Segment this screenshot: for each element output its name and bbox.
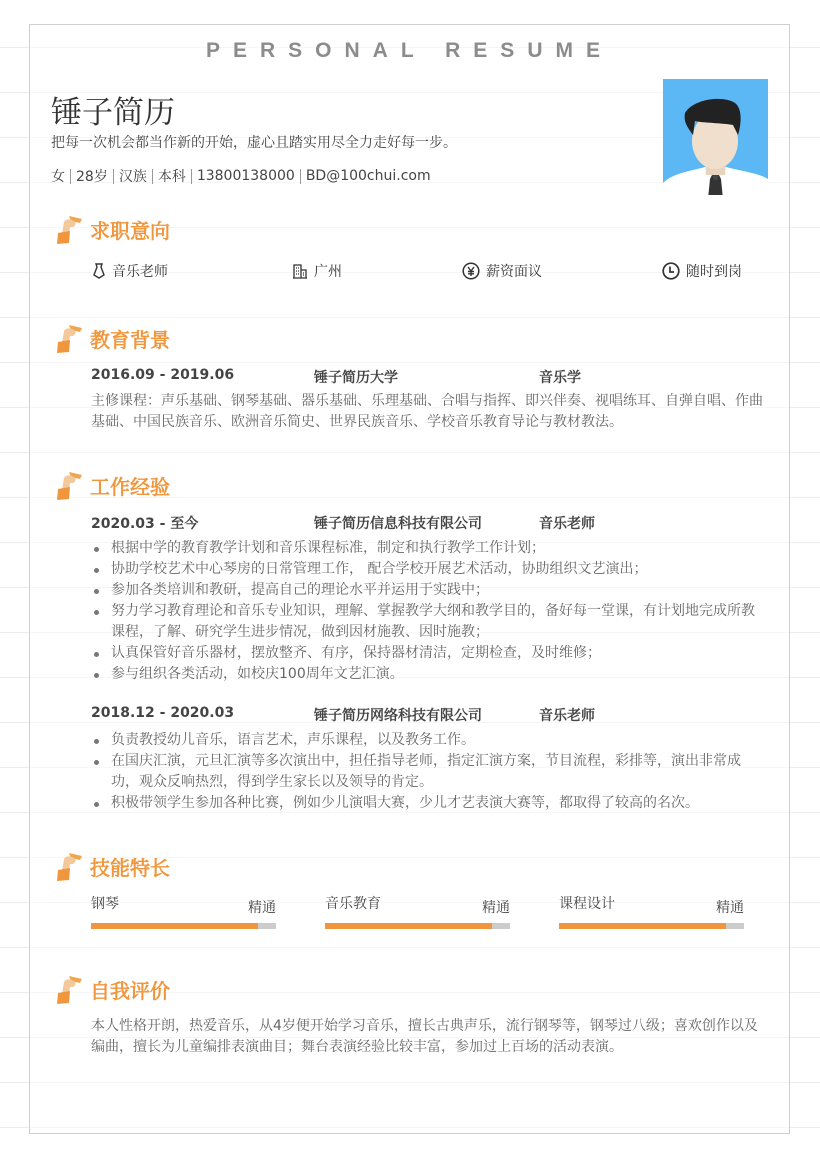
divider bbox=[70, 169, 71, 184]
job-position: 音乐老师 bbox=[539, 516, 595, 532]
section-intent-header bbox=[56, 213, 170, 245]
skill-name: 音乐教育 bbox=[325, 896, 381, 912]
hand-holding-card-icon bbox=[56, 322, 84, 354]
job-period: 2018.12 - 2020.03 bbox=[91, 705, 235, 721]
divider bbox=[152, 169, 153, 184]
hand-holding-card-icon bbox=[56, 469, 84, 501]
skill-name: 钢琴 bbox=[91, 896, 119, 912]
intent-location bbox=[292, 261, 342, 281]
list-item: 根据中学的教育教学计划和音乐课程标准，制定和执行教学工作计划； bbox=[91, 538, 766, 559]
section-skills-header bbox=[56, 850, 170, 882]
job-duties bbox=[91, 538, 766, 685]
skill-level: 精通 bbox=[248, 900, 276, 916]
intent-label: 音乐老师 bbox=[112, 264, 168, 280]
building-icon bbox=[292, 263, 308, 279]
company-name: 锤子简历网络科技有限公司 bbox=[314, 708, 482, 724]
job-duties bbox=[91, 730, 766, 814]
skill-level: 精通 bbox=[716, 900, 744, 916]
avatar-man-icon bbox=[663, 79, 768, 195]
skill-progress-bar bbox=[91, 923, 276, 929]
tie-icon bbox=[92, 263, 106, 279]
job-position: 音乐老师 bbox=[539, 708, 595, 724]
section-title: 求职意向 bbox=[90, 218, 170, 243]
intent-availability bbox=[662, 261, 742, 281]
skill-progress-bar bbox=[559, 923, 744, 929]
skill-progress-fill bbox=[91, 923, 258, 929]
yen-icon bbox=[462, 262, 480, 280]
school-name: 锤子简历大学 bbox=[314, 370, 398, 386]
avatar bbox=[663, 79, 768, 195]
section-title: 技能特长 bbox=[90, 855, 170, 880]
courses: 主修课程：声乐基础、钢琴基础、器乐基础、乐理基础、合唱与指挥、即兴伴奏、视唱练耳、自弹自唱、作曲基础、中国民族音乐、欧洲音乐简史、世界民族音乐、学校音乐教育导论与教材教法。 bbox=[91, 393, 763, 430]
motto: 把每一次机会都当作新的开始，虚心且踏实用尽全力走好每一步。 bbox=[51, 135, 457, 151]
basic-info bbox=[51, 166, 431, 186]
degree: 本科 bbox=[157, 169, 186, 185]
hand-holding-card-icon bbox=[56, 850, 84, 882]
age: 28岁 bbox=[76, 169, 108, 185]
major: 音乐学 bbox=[539, 370, 581, 386]
skill-level: 精通 bbox=[482, 900, 510, 916]
divider bbox=[300, 169, 301, 184]
section-title: 教育背景 bbox=[90, 327, 170, 352]
skill-name: 课程设计 bbox=[559, 896, 615, 912]
divider bbox=[191, 169, 192, 184]
company-name: 锤子简历信息科技有限公司 bbox=[314, 516, 482, 532]
intent-label: 随时到岗 bbox=[686, 264, 742, 280]
list-item: 负责教授幼儿音乐，语言艺术，声乐课程，以及教务工作。 bbox=[91, 730, 766, 751]
section-title: 工作经验 bbox=[90, 474, 170, 499]
hand-holding-card-icon bbox=[56, 213, 84, 245]
section-title: 自我评价 bbox=[90, 978, 170, 1003]
ethnicity: 汉族 bbox=[118, 169, 147, 185]
intent-label: 广州 bbox=[314, 264, 342, 280]
skill-progress-fill bbox=[559, 923, 726, 929]
list-item: 积极带领学生参加各种比赛，例如少儿演唱大赛，少儿才艺表演大赛等，都取得了较高的名次。 bbox=[91, 793, 766, 814]
banner-title: PERSONAL RESUME bbox=[206, 39, 613, 62]
intent-label: 薪资面议 bbox=[486, 264, 542, 280]
section-education-header bbox=[56, 322, 170, 354]
divider bbox=[113, 169, 114, 184]
clock-icon bbox=[662, 262, 680, 280]
list-item: 认真保管好音乐器材，摆放整齐、有序，保持器材清洁，定期检查，及时维修； bbox=[91, 643, 766, 664]
self-evaluation-text: 本人性格开朗，热爱音乐，从4岁便开始学习音乐，擅长古典声乐，流行钢琴等，钢琴过八级；喜欢创作以及编曲，擅长为儿童编排表演曲目；舞台表演经验比较丰富，参加过上百场的活动表演。 bbox=[91, 1018, 758, 1055]
list-item: 在国庆汇演，元旦汇演等多次演出中，担任指导老师，指定汇演方案，节目流程，彩排等，演出非常成功，观众反响热烈，得到学生家长以及领导的肯定。 bbox=[91, 751, 766, 793]
candidate-name: 锤子简历 bbox=[51, 95, 175, 131]
skill-progress-bar bbox=[325, 923, 510, 929]
section-self-eval-header bbox=[56, 973, 170, 1005]
section-work-header bbox=[56, 469, 170, 501]
gender: 女 bbox=[51, 169, 65, 185]
intent-salary bbox=[462, 261, 542, 281]
list-item: 参加各类培训和教研，提高自己的理论水平并运用于实践中； bbox=[91, 580, 766, 601]
list-item: 协助学校艺术中心琴房的日常管理工作， 配合学校开展艺术活动，协助组织文艺演出； bbox=[91, 559, 766, 580]
hand-holding-card-icon bbox=[56, 973, 84, 1005]
education-period: 2016.09 - 2019.06 bbox=[91, 367, 235, 383]
intent-position bbox=[92, 261, 168, 281]
phone: 13800138000 bbox=[196, 168, 295, 184]
list-item: 努力学习教育理论和音乐专业知识，理解、掌握教学大纲和教学目的，备好每一堂课，有计划地完成所教课程，了解、研究学生进步情况，做到因材施教、因时施教； bbox=[91, 601, 766, 643]
skill-progress-fill bbox=[325, 923, 492, 929]
list-item: 参与组织各类活动，如校庆100周年文艺汇演。 bbox=[91, 664, 766, 685]
resume-page bbox=[29, 24, 790, 1134]
email: BD@100chui.com bbox=[305, 168, 431, 184]
job-period: 2020.03 - 至今 bbox=[91, 516, 199, 532]
